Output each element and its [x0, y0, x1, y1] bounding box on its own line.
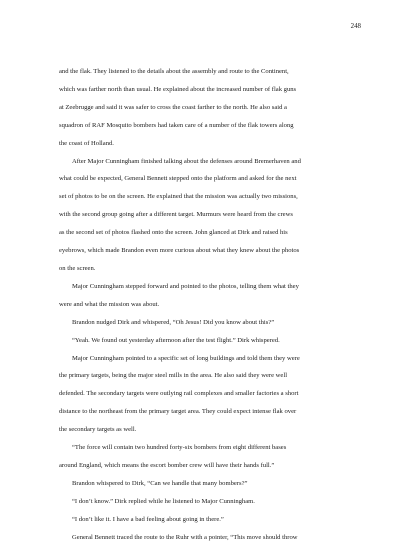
text-line: Major Cunningham pointed to a specific set of long buildings and told them they were — [72, 354, 300, 362]
page-number: 248 — [350, 23, 361, 30]
text-line: around England, which means the escort bomber crew will have their hands full.” — [59, 461, 275, 469]
text-line: the primary targets, being the major steel mills in the area. He also said they were well — [59, 372, 288, 380]
text-line: at Zeebrugge and said it was safer to cross the coast farther to the north. He also said a — [59, 103, 287, 111]
text-line: Major Cunningham stepped forward and pointed to the photos, telling them what they — [72, 282, 299, 290]
text-line: Brandon nudged Dirk and whispered, “Oh Jesus! Did you know about this?” — [72, 318, 275, 326]
text-line: defended. The secondary targets were outlying rail complexes and smaller factories a short — [59, 390, 299, 398]
text-line: Brandon whispered to Dirk, “Can we handle that many bombers?” — [72, 479, 248, 487]
text-line: as the second set of photos flashed onto the screen. John glanced at Dirk and raised his — [59, 229, 288, 237]
text-line: “The force will contain two hundred forty-six bombers from eight different bases — [72, 444, 287, 452]
text-line: General Bennett traced the route to the Ruhr with a pointer, “This move should throw — [72, 533, 298, 541]
text-line: with the second group going after a different target. Murmurs were heard from the crews — [59, 211, 293, 219]
text-line: what could be expected, General Bennett stepped onto the platform and asked for the next — [59, 175, 297, 183]
text-line: the secondary targets as well. — [59, 426, 137, 434]
text-line: were and what the mission was about. — [59, 300, 160, 308]
text-line: and the flak. They listened to the details about the assembly and route to the Continent, — [59, 68, 289, 75]
body-text — [59, 63, 369, 546]
text-line: “I don’t know.” Dirk replied while he listened to Major Cunningham. — [72, 497, 255, 505]
text-line: which was farther north than usual. He explained about the increased number of flak guns — [59, 85, 297, 93]
text-line: “I don’t like it. I have a bad feeling about going in there.” — [72, 515, 224, 523]
text-line: “Yeah. We found out yesterday afternoon after the test flight.” Dirk whispered. — [72, 336, 280, 344]
text-line: squadron of RAF Mosquito bombers had taken care of a number of the flak towers along — [59, 121, 294, 129]
text-line: set of photos to be on the screen. He explained that the mission was actually two missions, — [59, 193, 298, 201]
text-line: distance to the northeast from the primary target area. They could expect intense flak over — [59, 408, 297, 416]
text-line: After Major Cunningham finished talking about the defenses around Bremerhaven and — [72, 157, 301, 165]
text-line: eyebrows, which made Brandon even more curious about what they knew about the photos — [59, 247, 300, 255]
text-line: the coast of Holland. — [59, 139, 114, 147]
text-line: on the screen. — [59, 264, 96, 272]
